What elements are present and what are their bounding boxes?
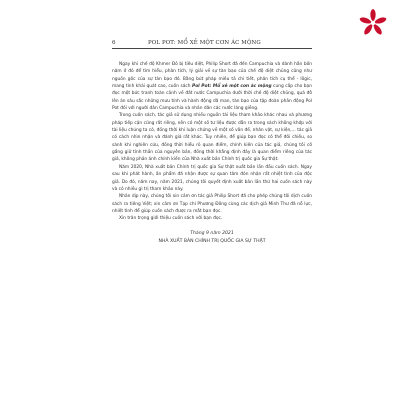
signature-block [112, 230, 312, 246]
page-header [112, 40, 312, 49]
paragraph-intro-part-a: Ngay khi chế độ Khmer Đỏ bị tiêu diệt, Philip Short đã đến Campuchia và dành hẳn bốn năm ở đó để tìm hiểu, phân tích, lý giải về sự tàn bạo của chế độ diệt chủng cũng như nguồn gốc của sự tàn bạo đó. Bằng bút pháp miêu tả chi tiết, phân tích cụ thể - lôgic, mang tính khái quát cao, cuốn sách [112, 62, 312, 90]
signature-publisher: NHÀ XUẤT BẢN CHÍNH TRỊ QUỐC GIA SỰ THẬT [158, 238, 266, 244]
paragraph-intro-part-b: cung cấp cho bạn đọc một bức tranh toàn cảnh về đất nước Campuchia dưới thời chế độ diệt chủng, quá đỗ lên án sâu sắc những mưu tính và hành động dã man, tàn bạo của tập đoàn phản động Pol Pot đối với người dân Campuchia và nhân dân các nước láng giềng. [112, 84, 312, 112]
book-page [112, 40, 312, 390]
book-title-emphasis: Pol Pot: Mổ xẻ một cơn ác mộng [192, 84, 272, 90]
running-title: POL POT: MỔ XẺ MỘT CƠN ÁC MỘNG [148, 40, 261, 46]
page-number: 6 [112, 40, 116, 46]
body-text [112, 61, 312, 223]
paragraph-sources: Trong cuốn sách, tác giả sử dụng nhiều nguồn tài liệu tham khảo khác nhau và phương pháp tiếp cận cũng rất riêng, nên có một số tư liệu được dẫn ra trong sách không khớp với tài liệu chúng ta có, đồng thời khi luận chứng về một số vấn đề, nhân vật, sự kiện,... tác giả có cách nhìn nhận và đánh giá rất khác. Tuy nhiên, để giúp bạn đọc có thể đối chiếu, so sánh khi nghiên cứu, đồng thời hiểu rõ quan điểm, chính kiến của tác giả, chúng tôi cố gắng giữ tính thần của nguyên bản, đồng thời khẳng định đây là quan điểm riêng của tác giả, không phản ánh chính kiến của Nhà xuất bản Chính trị quốc gia Sự thật. [112, 113, 312, 163]
paragraph-closing: Xin trân trọng giới thiệu cuốn sách với bạn đọc. [119, 216, 223, 222]
signature-date: Tháng 9 năm 2021 [190, 230, 234, 236]
paragraph-thanks: Nhân dịp này, chúng tôi xin cảm ơn tác giả Philip Short đã cho phép chúng tôi dịch cuốn sách ra tiếng Việt; xin cảm ơn Tạp chí Phương Đông cùng các dịch giả Minh Thư đã nỗ lực, nhiệt tình để giúp cuốn sách được ra mắt bạn đọc. [112, 194, 312, 214]
flower-logo-icon [354, 8, 392, 38]
paragraph-intro [112, 61, 312, 112]
paragraph-edition: Năm 2020, Nhà xuất bản Chính trị quốc gia Sự thật xuất bản lần đầu cuốn sách. Ngay sau khi phát hành, ấn phẩm đã nhận được sự quan tâm đón nhận rất nhiệt tình của độc giả. Do đó, năm nay, năm 2021, chúng tôi quyết định xuất bản lần thứ hai cuốn sách này và có nhiều gì trị tham khảo này. [112, 164, 312, 192]
